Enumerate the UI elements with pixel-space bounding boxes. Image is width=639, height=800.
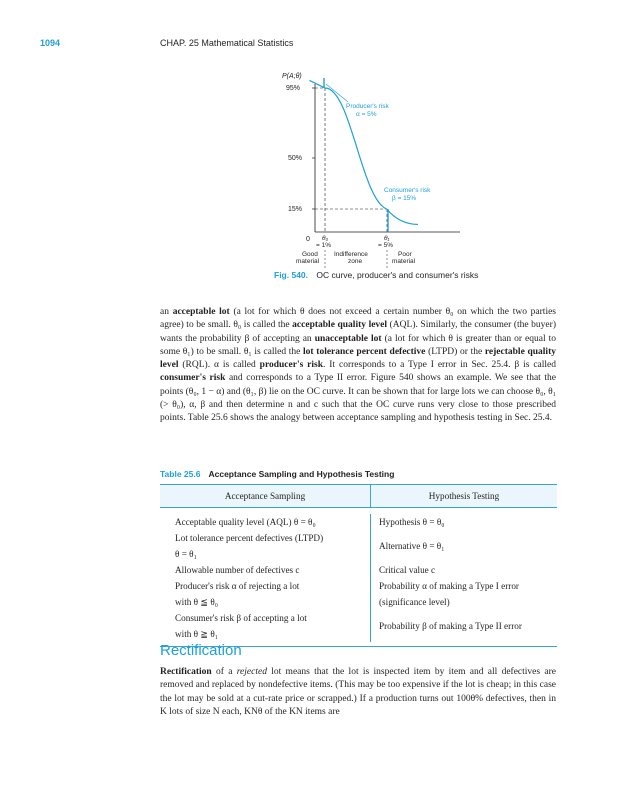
hypothesis-column [370,514,557,642]
table-cell: Hypothesis θ = θ₀ [379,517,445,527]
table-label: Table 25.6 [160,469,201,479]
table-header-row [160,485,557,508]
theta1-label: θ₁ [384,235,390,242]
tick-15: 15% [288,206,303,213]
table-cell: Alternative θ = θ₁ [379,541,445,551]
table-cell: with θ ≦ θ₀ [175,597,218,607]
zone-good-2: material [296,258,320,265]
tick-50: 50% [288,155,303,162]
table-cell: Probability α of making a Type I error [379,581,519,591]
zone-indiff-1: Indifference [334,251,368,258]
page-number: 1094 [40,38,61,48]
table-cell: (significance level) [379,597,450,607]
y-axis-label: P(A;θ) [282,73,302,80]
oc-curve-figure [260,72,490,272]
table-cell: with θ ≧ θ₁ [175,629,218,639]
producer-risk-value: α = 5% [356,111,377,118]
oc-curve-chart [260,72,490,272]
zone-indiff-2: zone [348,258,363,265]
theta0-value: = 1% [316,242,331,249]
zone-poor-2: material [392,258,416,265]
figure-caption-text: OC curve, producer's and consumer's risks [316,270,479,280]
acceptance-column [160,514,370,642]
figure-caption [160,270,639,280]
table-cell: Acceptable quality level (AQL) θ = θ₀ [175,517,316,527]
table-caption: Acceptance Sampling and Hypothesis Testing [208,469,395,479]
table-title [160,469,394,479]
figure-caption-label: Fig. 540. [274,270,309,280]
body-paragraph: an acceptable lot (a lot for which θ does not exceed a certain number θ₀ on which the two parties agree) to be small. θ₀ is called the acceptable quality level (AQL). Similarly, the consumer (the buyer) wants the probability β of accepting an unacceptable lot (a lot for which θ is greater than or equal to some θ₁) to be small. θ₁ is called the lot tolerance percent defective (LTPD) or the rejectable quality level (RQL). α is called producer's risk. It corresponds to a Type I error in Sec. 25.4. β is called consumer's risk and corresponds to a Type II error. Figure 540 shows an example. We see that the points (θ₀, 1 − α) and (θ₁, β) lie on the OC curve. It can be shown that for large lots we can choose θ₀, θ₁ (> θ₀), α, β and then determine n and c such that the OC curve runs very close to those prescribed points. Table 25.6 shows the analogy between acceptance sampling and hypothesis testing in Sec. 25.4. [160,307,557,424]
rectification-paragraph: Rectification of a rejected lot means that the lot is inspected item by item and all defectives are removed and replaced by nondefective items. (This may be too expensive if the lot is cheap; in this case the lot may be sold at a cut-rate price or scrapped.) If a production turns out 100θ% defectives, then in K lots of size N each, KNθ of the KN items are [160,667,556,717]
table-cell: Allowable number of defectives c [175,565,300,575]
tick-95: 95% [286,85,301,92]
theta0-label: θ₀ [322,235,329,242]
table-body [160,508,557,646]
table-cell: Lot tolerance percent defectives (LTPD) [175,533,324,543]
col-header-hypothesis: Hypothesis Testing [370,485,557,507]
zone-poor-1: Poor [398,251,412,258]
chapter-title: CHAP. 25 Mathematical Statistics [160,38,294,48]
table-cell: Producer's risk α of rejecting a lot [175,581,300,591]
producer-risk-label: Producer's risk [346,103,389,110]
section-heading: Rectification [160,642,242,659]
analogy-table [160,484,557,647]
theta1-value: = 5% [378,242,393,249]
table-cell: θ = θ₁ [175,549,197,559]
tick-0: 0 [306,236,310,243]
consumer-risk-label: Consumer's risk [384,187,431,194]
col-header-acceptance: Acceptance Sampling [224,491,306,501]
producer-risk-pointer [326,84,348,102]
table-cell: Probability β of making a Type II error [379,621,522,631]
table-cell: Consumer's risk β of accepting a lot [175,613,307,623]
table-cell: Critical value c [379,565,436,575]
running-header [0,38,639,52]
zone-good-1: Good [302,251,318,258]
consumer-risk-value: β = 15% [392,195,417,202]
